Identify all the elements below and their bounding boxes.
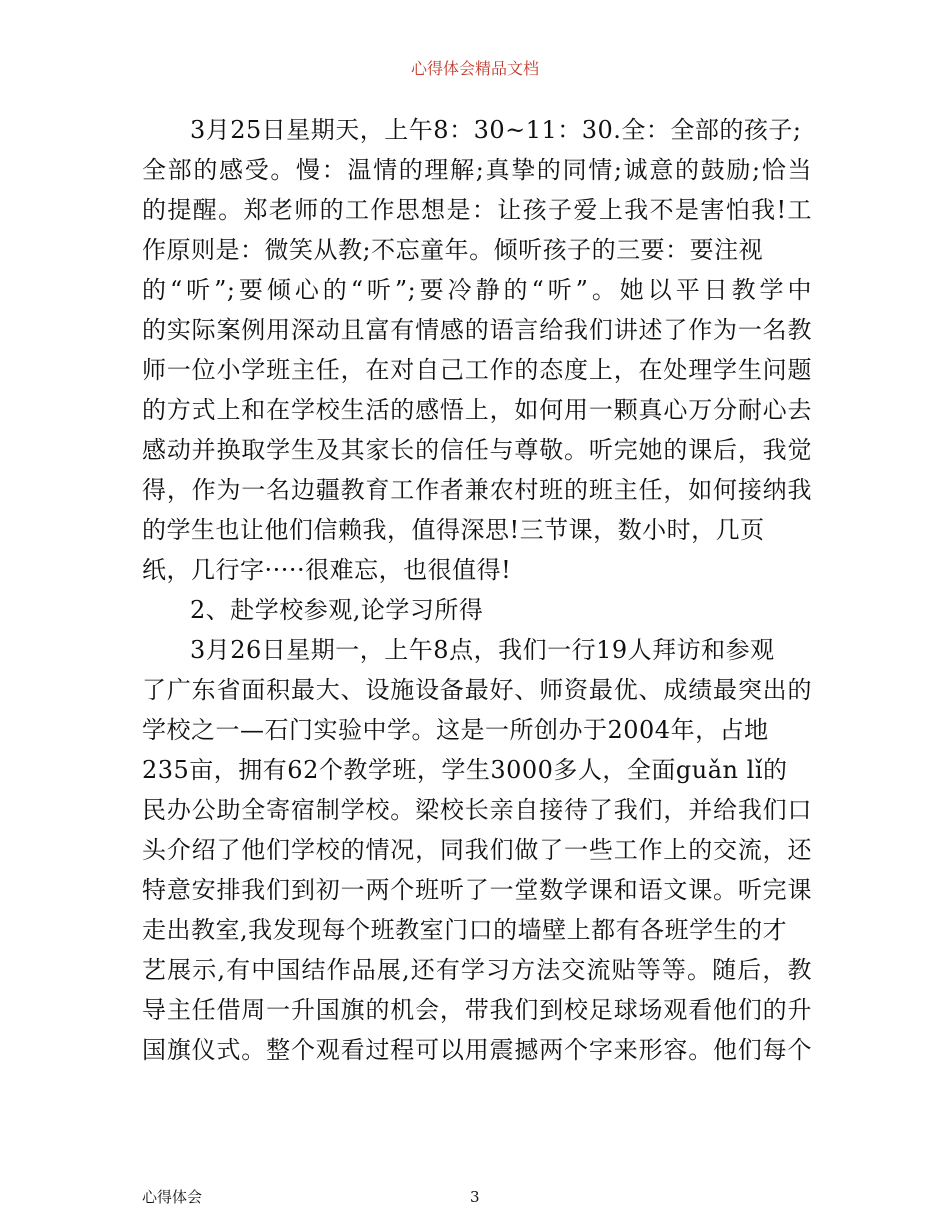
page-number: 3 <box>470 1188 480 1206</box>
text-line: 的提醒。郑老师的工作思想是：让孩子爱上我不是害怕我!工 <box>142 196 812 224</box>
page-header: 心得体会精品文档 <box>410 59 539 78</box>
text-line: 的实际案例用深动且富有情感的语言给我们讲述了作为一名教 <box>142 316 812 344</box>
text-line: 了广东省面积最大、设施设备最好、师资最优、成绩最突出的 <box>142 676 812 704</box>
text-line: 的方式上和在学校生活的感悟上，如何用一颗真心万分耐心去 <box>142 396 812 424</box>
text-line: 师一位小学班主任，在对自己工作的态度上，在处理学生问题 <box>142 356 812 384</box>
text-line: 3月26日星期一，上午8点，我们一行19人拜访和参观 <box>190 636 775 664</box>
page-footer <box>142 1186 812 1208</box>
text-line: 的学生也让他们信赖我，值得深思!三节课，数小时，几页 <box>142 516 765 544</box>
text-line: 纸，几行字·····很难忘，也很值得! <box>142 556 512 584</box>
text-line: 国旗仪式。整个观看过程可以用震撼两个字来形容。他们每个 <box>142 1036 812 1064</box>
text-line: 特意安排我们到初一两个班听了一堂数学课和语文课。听完课 <box>142 876 812 904</box>
text-line: 的“听”;要倾心的“听”;要冷静的“听”。她以平日教学中 <box>142 276 812 304</box>
text-line: 学校之一—石门实验中学。这是一所创办于2004年，占地 <box>142 716 769 744</box>
text-line: 全部的感受。慢：温情的理解;真挚的同情;诚意的鼓励;恰当 <box>142 156 812 184</box>
text-line: 感动并换取学生及其家长的信任与尊敬。听完她的课后，我觉 <box>142 436 812 464</box>
text-line: 走出教室,我发现每个班教室门口的墙壁上都有各班学生的才 <box>142 916 788 944</box>
text-line: 民办公助全寄宿制学校。梁校长亲自接待了我们，并给我们口 <box>142 796 812 824</box>
text-line: 235亩，拥有62个教学班，学生3000多人，全面guǎn lǐ的 <box>142 756 788 784</box>
text-line: 3月25日星期天，上午8：30~11：30.全：全部的孩子; <box>190 116 802 144</box>
text-line: 作原则是：微笑从教;不忘童年。倾听孩子的三要：要注视 <box>142 236 764 264</box>
text-line: 导主任借周一升国旗的机会，带我们到校足球场观看他们的升 <box>142 996 812 1024</box>
text-line: 头介绍了他们学校的情况，同我们做了一些工作上的交流，还 <box>142 836 812 864</box>
footer-label: 心得体会 <box>142 1188 203 1206</box>
text-line: 得，作为一名边疆教育工作者兼农村班的班主任，如何接纳我 <box>142 476 812 504</box>
document-body <box>142 110 812 1070</box>
text-line: 艺展示,有中国结作品展,还有学习方法交流贴等等。随后，教 <box>142 956 812 984</box>
section-heading: 2、赴学校参观,论学习所得 <box>190 596 484 624</box>
